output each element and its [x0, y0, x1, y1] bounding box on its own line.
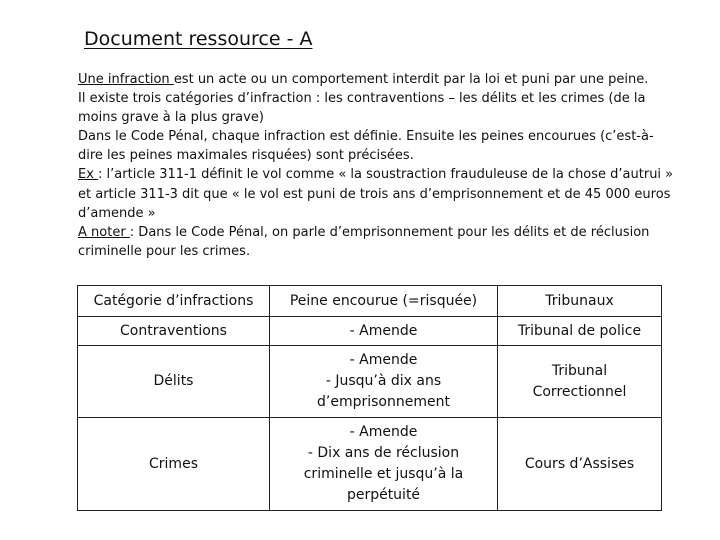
- penalty-line: criminelle et jusqu’à la: [303, 466, 464, 482]
- header-penalty: Peine encourue (=risquée): [270, 286, 498, 317]
- table-row: [78, 317, 662, 346]
- penalty-line: - Amende: [349, 322, 418, 339]
- penalty-line: - Dix ans de réclusion: [307, 445, 460, 461]
- example-paragraph: [78, 165, 678, 222]
- penalty-cell: [270, 346, 498, 418]
- court-cell: [498, 346, 662, 418]
- penalty-line: perpétuité: [346, 487, 421, 503]
- table-row: [78, 346, 662, 418]
- example-label: Ex: [78, 167, 99, 183]
- intro-text: [78, 70, 678, 261]
- court-cell: [498, 317, 662, 346]
- header-court: Tribunaux: [498, 286, 662, 317]
- court-line: Tribunal: [551, 362, 608, 379]
- court-cell: [498, 418, 662, 511]
- penalty-cell: [270, 317, 498, 346]
- header-category: Catégorie d’infractions: [78, 286, 270, 317]
- page-title: Document ressource - A: [84, 28, 313, 50]
- penalty-line: - Amende: [349, 424, 418, 440]
- infraction-term: Une infraction: [78, 72, 174, 87]
- court-line: Tribunal de police: [517, 322, 642, 339]
- infractions-table: [77, 285, 662, 511]
- penalty-line: - Jusqu’à dix ans: [325, 373, 442, 389]
- penalty-line: d’emprisonnement: [317, 394, 450, 410]
- code-penal-paragraph: Dans le Code Pénal, chaque infraction est définie. Ensuite les peines encourues (c’est-à-dire les peines maximales risquées) sont précisées.: [78, 129, 654, 164]
- penalty-line: - Amende: [349, 352, 418, 368]
- category-cell: Délits: [78, 346, 270, 418]
- note-paragraph: [78, 223, 678, 261]
- court-line: Correctionnel: [532, 383, 627, 400]
- table-row: [78, 418, 662, 511]
- table-header-row: [78, 286, 662, 317]
- court-line: Cours d’Assises: [524, 455, 635, 472]
- note-label: A noter: [78, 224, 130, 240]
- category-cell: Contraventions: [78, 317, 270, 346]
- penalty-cell: [270, 418, 498, 511]
- categories-paragraph: Il existe trois catégories d’infraction : les contraventions – les délits et les crimes (de la moins grave à la plus grave): [78, 91, 646, 126]
- definition-paragraph: [78, 70, 678, 89]
- example-text: : l’article 311-1 définit le vol comme « la soustraction frauduleuse de la chose d’autrui » et article 311-3 dit que « le vol est puni de trois ans d’emprisonnement et de 45 000 euros d’amende »: [78, 167, 674, 221]
- note-text: : Dans le Code Pénal, on parle d’emprisonnement pour les délits et de réclusion criminelle pour les crimes.: [78, 224, 650, 259]
- definition-text: est un acte ou un comportement interdit par la loi et puni par une peine.: [173, 72, 649, 87]
- category-cell: Crimes: [78, 418, 270, 511]
